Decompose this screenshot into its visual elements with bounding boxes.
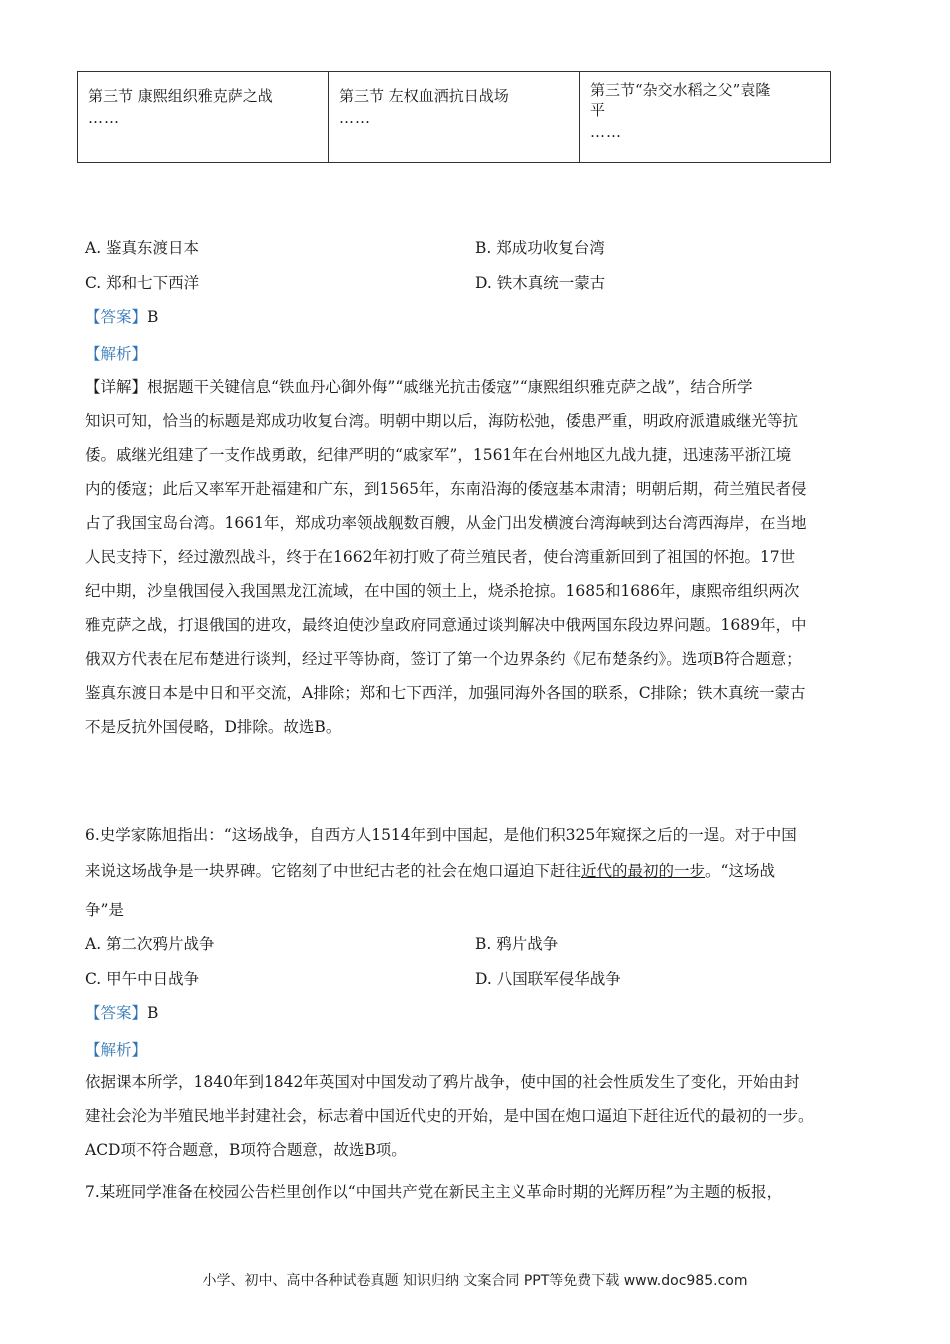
table-row [78,72,831,163]
detail-line: 鉴真东渡日本是中日和平交流，A排除；郑和七下西洋，加强同海外各国的联系，C排除；铁木真统一蒙古 [85,684,806,702]
cell-ellipsis: …… [590,123,622,141]
cell-title-continued: 平 [590,101,606,119]
stem-text: 来说这场战争是一块界碑。它铭刻了中世纪古老的社会在炮口逼迫下赶往 [85,862,582,880]
answer-value: B [147,1004,159,1022]
answer-label: 【答案】 [85,1004,148,1022]
detail-line: 知识可知，恰当的标题是郑成功收复台湾。明朝中期以后，海防松弛，倭患严重，明政府派遣戚继光等抗 [85,412,799,430]
cell-ellipsis: …… [88,109,120,127]
q5-option-b: B. 郑成功收复台湾 [475,239,605,257]
analysis-line: ACD项不符合题意，B项符合题意，故选B项。 [85,1141,407,1159]
q5-option-a: A. 鉴真东渡日本 [85,239,200,257]
q6-stem-line-2 [85,859,875,881]
q6-analysis-label: 【解析】 [85,1041,148,1059]
table-cell [329,72,580,163]
table-cell [580,72,831,163]
q6-option-b: B. 鸦片战争 [475,935,559,953]
q5-option-c: C. 郑和七下西洋 [85,274,200,292]
q5-detail [85,370,865,744]
detail-line: 占了我国宝岛台湾。1661年，郑成功率领战舰数百艘，从金门出发横渡台湾海峡到达台湾西海岸，在当地 [85,514,807,532]
page-footer: 小学、初中、高中各种试卷真题 知识归纳 文案合同 PPT等免费下载 www.doc985.com [202,1273,748,1289]
detail-line: 倭。戚继光组建了一支作战勇敢，纪律严明的“戚家军”，1561年在台州地区九战九捷，迅速荡平浙江境 [85,446,792,464]
q5-answer [85,305,158,327]
detail-line: 纪中期，沙皇俄国侵入我国黑龙江流域，在中国的领土上，烧杀抢掠。1685和1686年，康熙帝组织两次 [85,582,800,600]
detail-line: 【详解】根据题干关键信息“铁血丹心御外侮”“戚继光抗击倭寇”“康熙组织雅克萨之战”，结合所学 [85,378,753,396]
answer-label: 【答案】 [85,308,148,326]
underlined-phrase: 近代的最初的一步 [581,862,706,880]
cell-title: 第三节“杂交水稻之父”袁隆 [590,81,771,99]
q7-stem-line-1: 7.某班同学准备在校园公告栏里创作以“中国共产党在新民主主义革命时期的光辉历程”为主题的板报， [85,1183,783,1201]
cell-title: 第三节 左权血洒抗日战场 [339,87,509,105]
q6-stem-line-3: 争”是 [85,901,124,919]
q6-option-c: C. 甲午中日战争 [85,970,200,988]
q6-option-d: D. 八国联军侵华战争 [475,970,621,988]
detail-line: 内的倭寇；此后又率军开赴福建和广东，到1565年，东南沿海的倭寇基本肃清；明朝后期，荷兰殖民者侵 [85,480,807,498]
q5-option-d: D. 铁木真统一蒙古 [475,274,606,292]
detail-line: 雅克萨之战，打退俄国的进攻，最终迫使沙皇政府同意通过谈判解决中俄两国东段边界问题。1689年，中 [85,616,807,634]
q6-stem-line-1: 6.史学家陈旭指出：“这场战争，自西方人1514年到中国起，是他们积325年窥探之后的一逞。对于中国 [85,826,797,844]
q6-analysis [85,1065,865,1167]
table-cell [78,72,329,163]
q6-option-a: A. 第二次鸦片战争 [85,935,215,953]
cell-title: 第三节 康熙组织雅克萨之战 [88,87,273,105]
q6-answer [85,1001,158,1023]
analysis-line: 依据课本所学，1840年到1842年英国对中国发动了鸦片战争，使中国的社会性质发生了变化，开始由封 [85,1073,800,1091]
answer-value: B [147,308,159,326]
cell-ellipsis: …… [339,109,371,127]
analysis-line: 建社会沦为半殖民地半封建社会，标志着中国近代史的开始，是中国在炮口逼迫下赶往近代的最初的一步。 [85,1107,814,1125]
detail-line: 不是反抗外国侵略，D排除。故选B。 [85,718,342,736]
stem-text: 。“这场战 [705,862,775,880]
detail-line: 人民支持下，经过激烈战斗，终于在1662年初打败了荷兰殖民者，使台湾重新回到了祖国的怀抱。17世 [85,548,796,566]
section-table [77,71,831,163]
q5-analysis-label: 【解析】 [85,345,148,363]
detail-line: 俄双方代表在尼布楚进行谈判，经过平等协商，签订了第一个边界条约《尼布楚条约》。选项B符合题意； [85,650,802,668]
